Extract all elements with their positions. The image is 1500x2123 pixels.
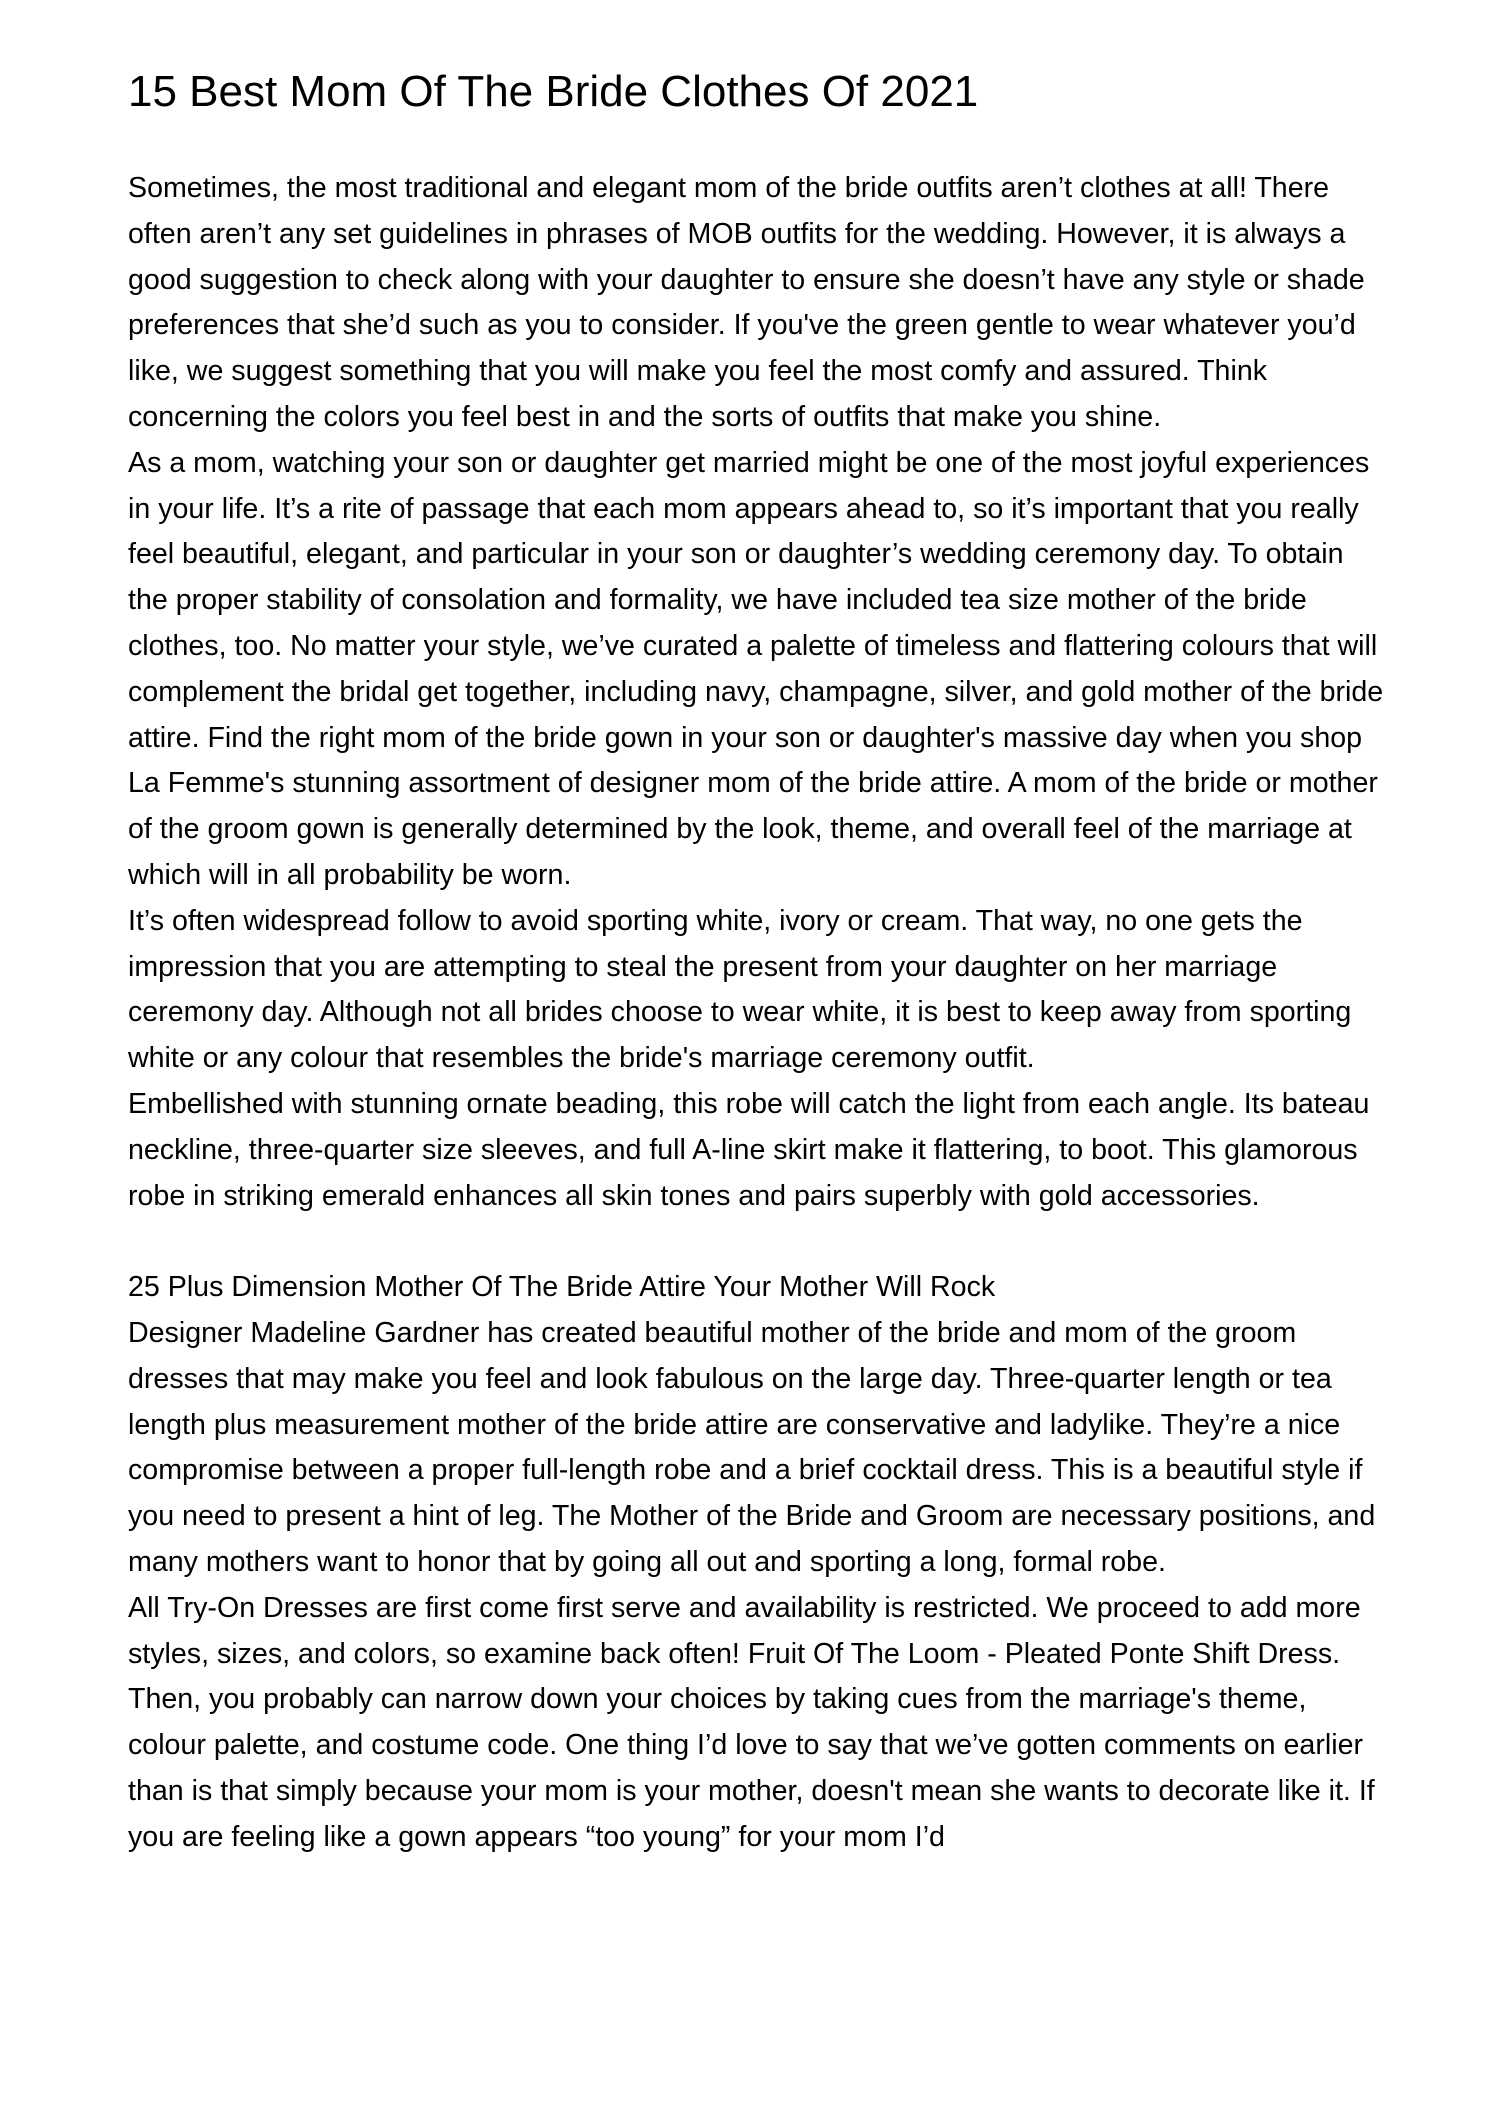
paragraph-mom-watching: As a mom, watching your son or daughter get married might be one of the most joyful experiences in your life. It’s a rite of passage that each mom appears ahead to, so it’s important that you really feel beautiful, elegant, and particular in your son or daughter’s wedding ceremony day. To obtain the proper stability of consolation and formality, we have included tea size mother of the bride clothes, too. No matter your style, we’ve curated a palette of timeless and flattering colours that will complement the bridal get together, including navy, champagne, silver, and gold mother of the bride attire. Find the right mom of the bride gown in your son or daughter's massive day when you shop La Femme's stunning assortment of designer mom of the bride attire. A mom of the bride or mother of the groom gown is generally determined by the look, theme, and overall feel of the marriage at which will in all probability be worn.	[128, 446, 1384, 891]
paragraph-designer: Designer Madeline Gardner has created beautiful mother of the bride and mom of the groom dresses that may make you feel and look fabulous on the large day. Three-quarter length or tea length plus measurement mother of the bride attire are conservative and ladylike. They’re a nice compromise between a proper full-length robe and a brief cocktail dress. This is a beautiful style if you need to present a hint of leg. The Mother of the Bride and Groom are necessary positions, and many mothers want to honor that by going all out and sporting a long, formal robe.	[128, 1316, 1376, 1578]
document-title: 15 Best Mom Of The Bride Clothes Of 2021	[128, 67, 979, 116]
paragraph-narrow-choices: Then, you probably can narrow down your choices by taking cues from the marriage's theme, colour palette, and costume code. One thing I’d love to say that we’ve gotten comments on earlier than is that simply because your mom is your mother, doesn't mean she wants to decorate like it. If you are feeling like a gown appears “too young” for your mom I’d	[128, 1683, 1375, 1853]
paragraph-gap	[128, 1219, 1388, 1265]
paragraph-intro: Sometimes, the most traditional and elegant mom of the bride outfits aren’t clothes at all! There often aren’t any set guidelines in phrases of MOB outfits for the wedding. However, it is always a good suggestion to check along with your daughter to ensure she doesn’t have any style or shade preferences that she’d such as you to consider. If you've the green gentle to wear whatever you’d like, we suggest something that you will make you feel the most comfy and assured. Think concerning the colors you feel best in and the sorts of outfits that make you shine.	[128, 172, 1365, 433]
paragraph-embellished-robe: Embellished with stunning ornate beading, this robe will catch the light from each angle. Its bateau neckline, three-quarter size sleeves, and full A-line skirt make it flattering, to boot. This glamorous robe in striking emerald enhances all skin tones and pairs superbly with gold accessories.	[128, 1087, 1370, 1212]
paragraph-try-on: All Try-On Dresses are first come first serve and availability is restricted. We proceed to add more styles, sizes, and colors, so examine back often! Fruit Of The Loom - Pleated Ponte Shift Dress.	[128, 1591, 1361, 1670]
paragraph-avoid-white: It’s often widespread follow to avoid sporting white, ivory or cream. That way, no one gets the impression that you are attempting to steal the present from your daughter on her marriage ceremony day. Although not all brides choose to wear white, it is best to keep away from sporting white or any colour that resembles the bride's marriage ceremony outfit.	[128, 904, 1352, 1075]
document-page	[128, 62, 1388, 1860]
section-heading: 25 Plus Dimension Mother Of The Bride Attire Your Mother Will Rock	[128, 1271, 996, 1304]
